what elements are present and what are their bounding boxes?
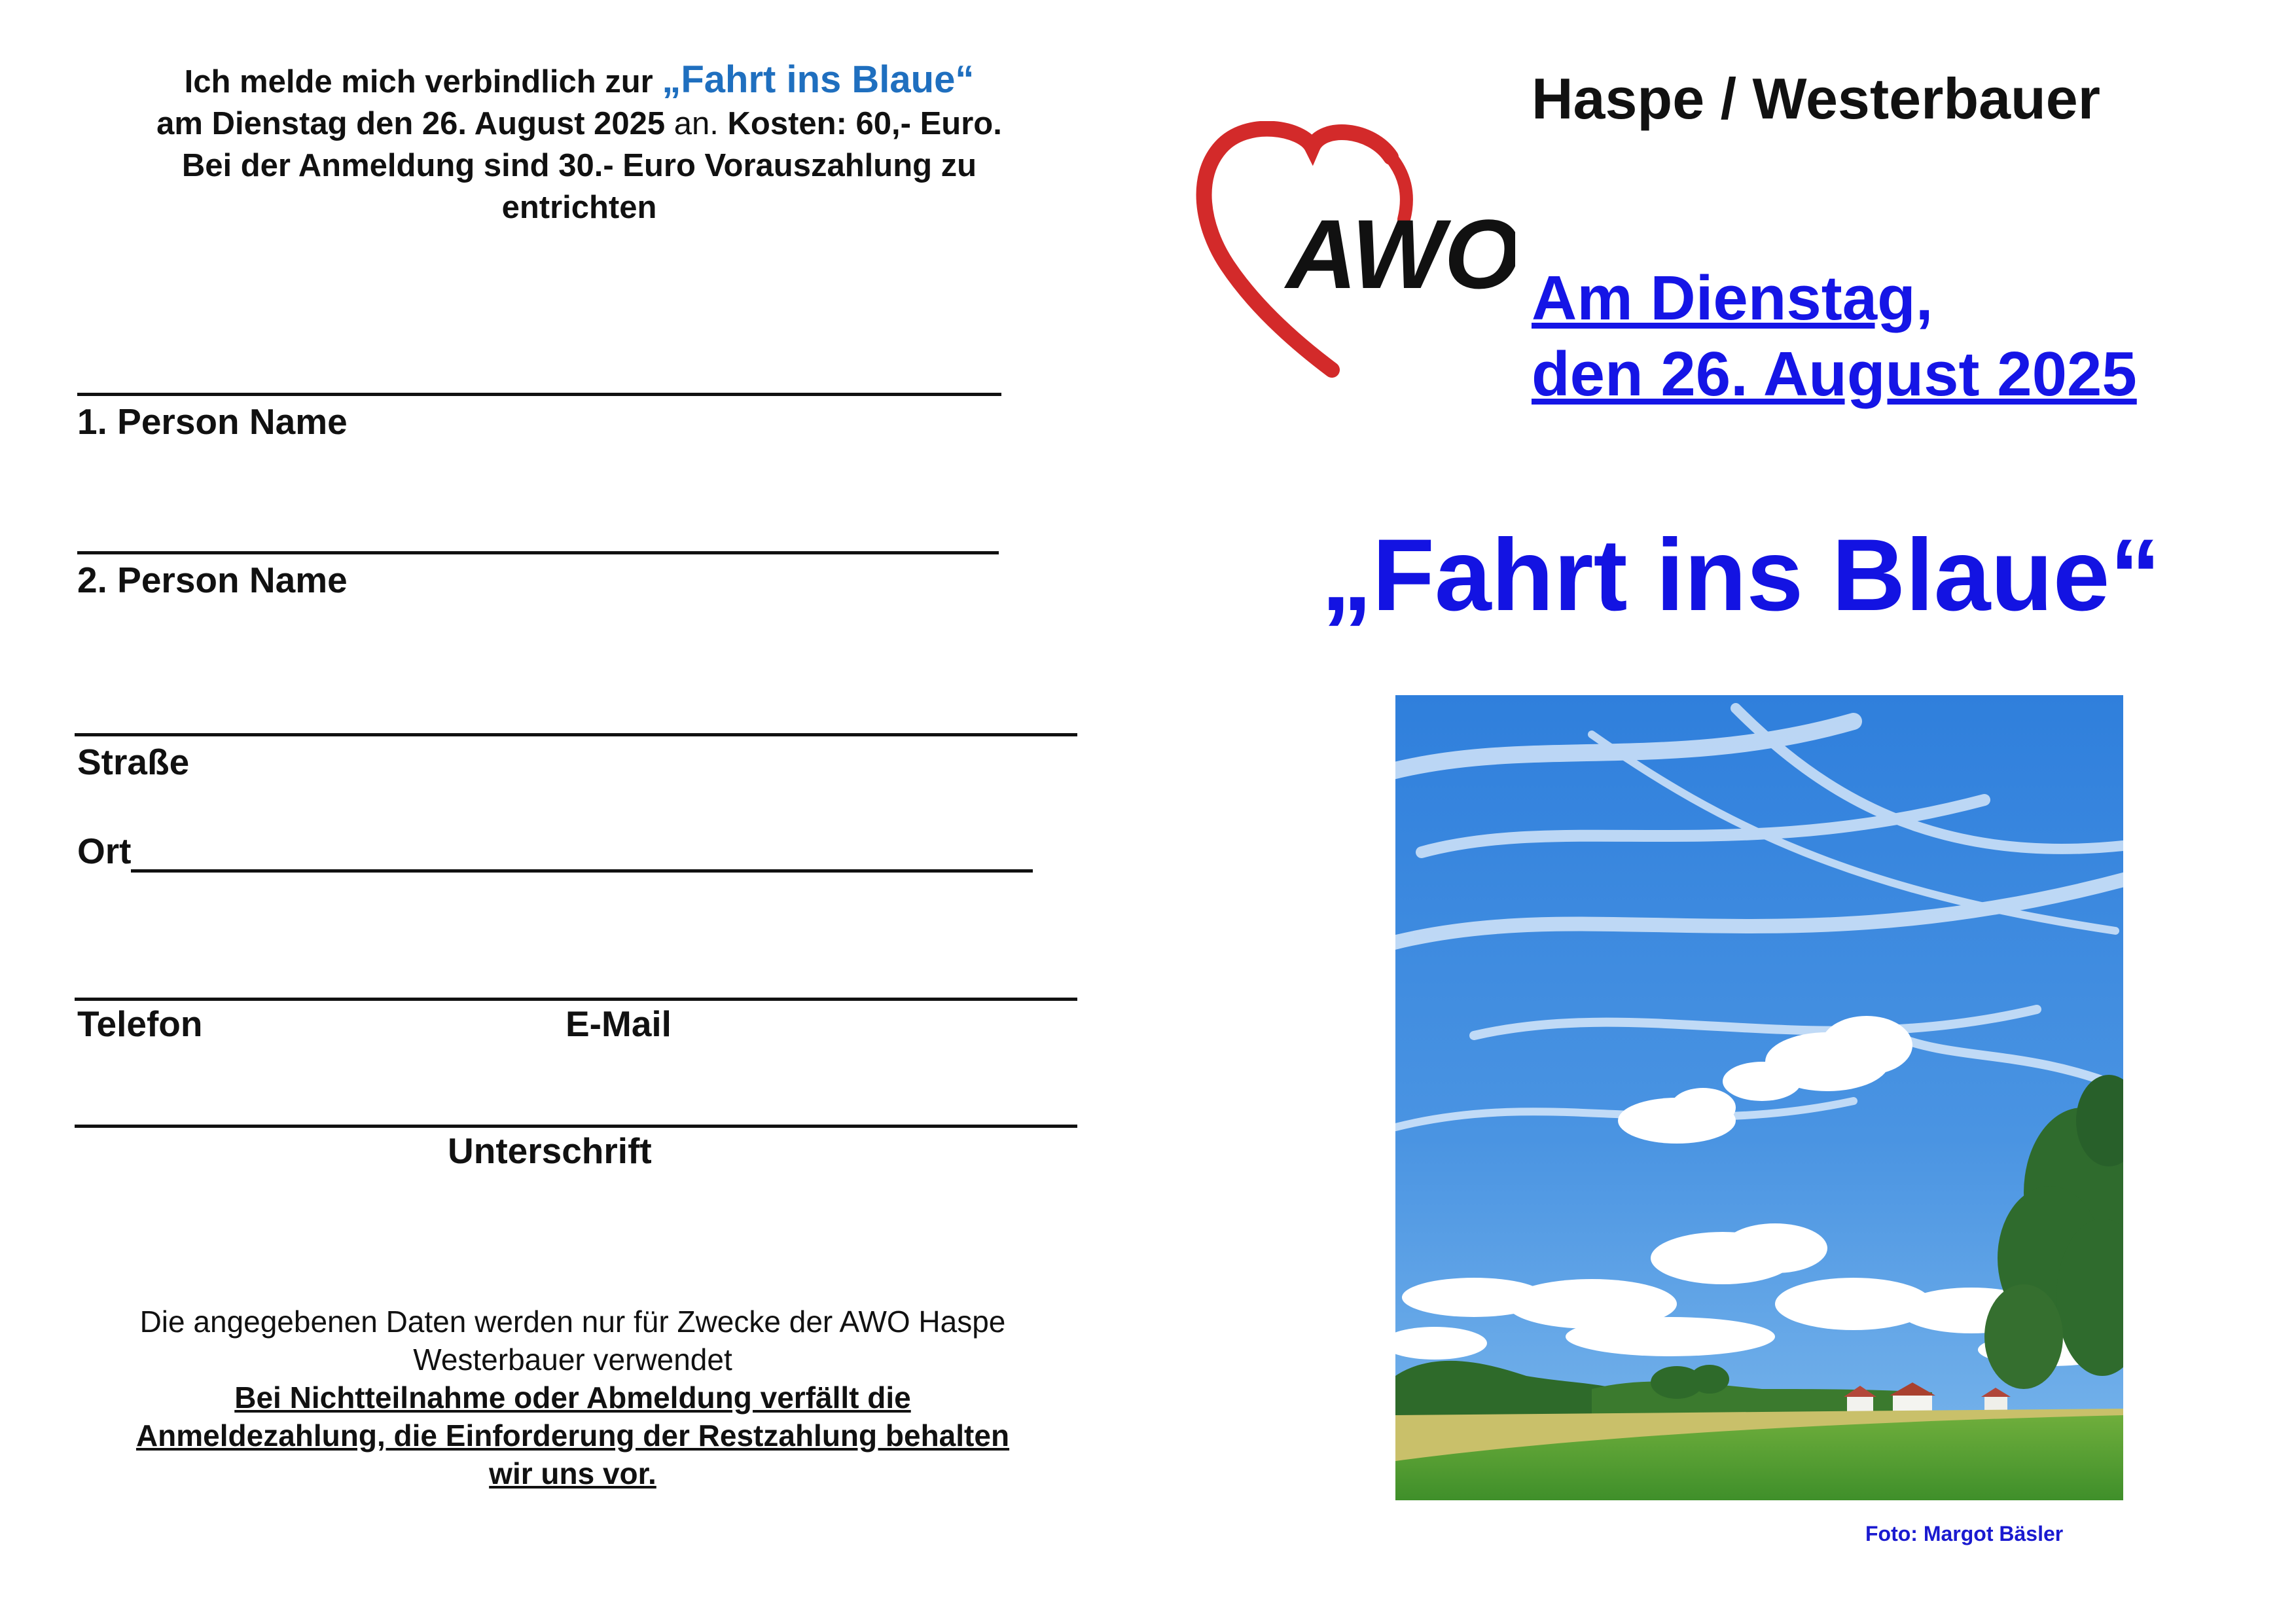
intro-date: am Dienstag den 26. August 2025 [156,106,666,141]
signature-label: Unterschrift [448,1130,652,1171]
person1-name-label: 1. Person Name [77,401,348,442]
intro-line-4: entrichten [501,190,657,225]
intro-line-3: Bei der Anmeldung sind 30.- Euro Vorauszahlung zu [181,148,977,183]
awo-heart-logo [1194,121,1515,383]
person2-name-label: 2. Person Name [77,560,348,600]
intro-prefix: Ich melde mich verbindlich zur [184,64,662,99]
street-label: Straße [77,742,190,782]
event-date-line-2: den 26. August 2025 [1532,339,2137,409]
intro-event-name: „Fahrt ins Blaue“ [662,58,975,101]
phone-label: Telefon [77,1003,203,1044]
intro-line-1 [72,59,1086,103]
person2-name-line[interactable] [77,551,999,554]
privacy-line-2: Westerbauer verwendet [413,1343,732,1377]
city-line[interactable] [131,869,1033,873]
signature-line[interactable] [75,1125,1077,1128]
intro-cost: Kosten: 60,- Euro. [727,106,1002,141]
awo-logo [1194,121,1515,383]
privacy-line-1: Die angegebenen Daten werden nur für Zwecke der AWO Haspe [139,1305,1006,1339]
email-label: E-Mail [565,1003,672,1044]
event-date [1532,261,2137,412]
event-title: „Fahrt ins Blaue“ [1321,518,2161,632]
awo-logo-text: AWO [1286,199,1515,309]
event-date-line-1: Am Dienstag, [1532,263,1933,333]
street-line[interactable] [75,733,1077,736]
cancellation-line-1: Bei Nichtteilnahme oder Abmeldung verfällt die [234,1380,911,1415]
sky-landscape-photo [1395,695,2123,1500]
location-heading: Haspe / Westerbauer [1532,66,2100,131]
intro-an: an. [665,106,728,141]
person1-name-line[interactable] [77,393,1001,396]
privacy-notice [65,1303,1080,1492]
phone-email-line[interactable] [75,998,1077,1001]
photo-credit: Foto: Margot Bäsler [1865,1522,2064,1545]
intro-line-2 [72,103,1086,145]
cancellation-line-3: wir uns vor. [489,1456,656,1490]
cancellation-line-2: Anmeldezahlung, die Einforderung der Restzahlung behalten [135,1418,1010,1453]
registration-intro [72,59,1086,228]
sky-landscape-image [1395,695,2123,1500]
city-label: Ort [77,831,132,871]
